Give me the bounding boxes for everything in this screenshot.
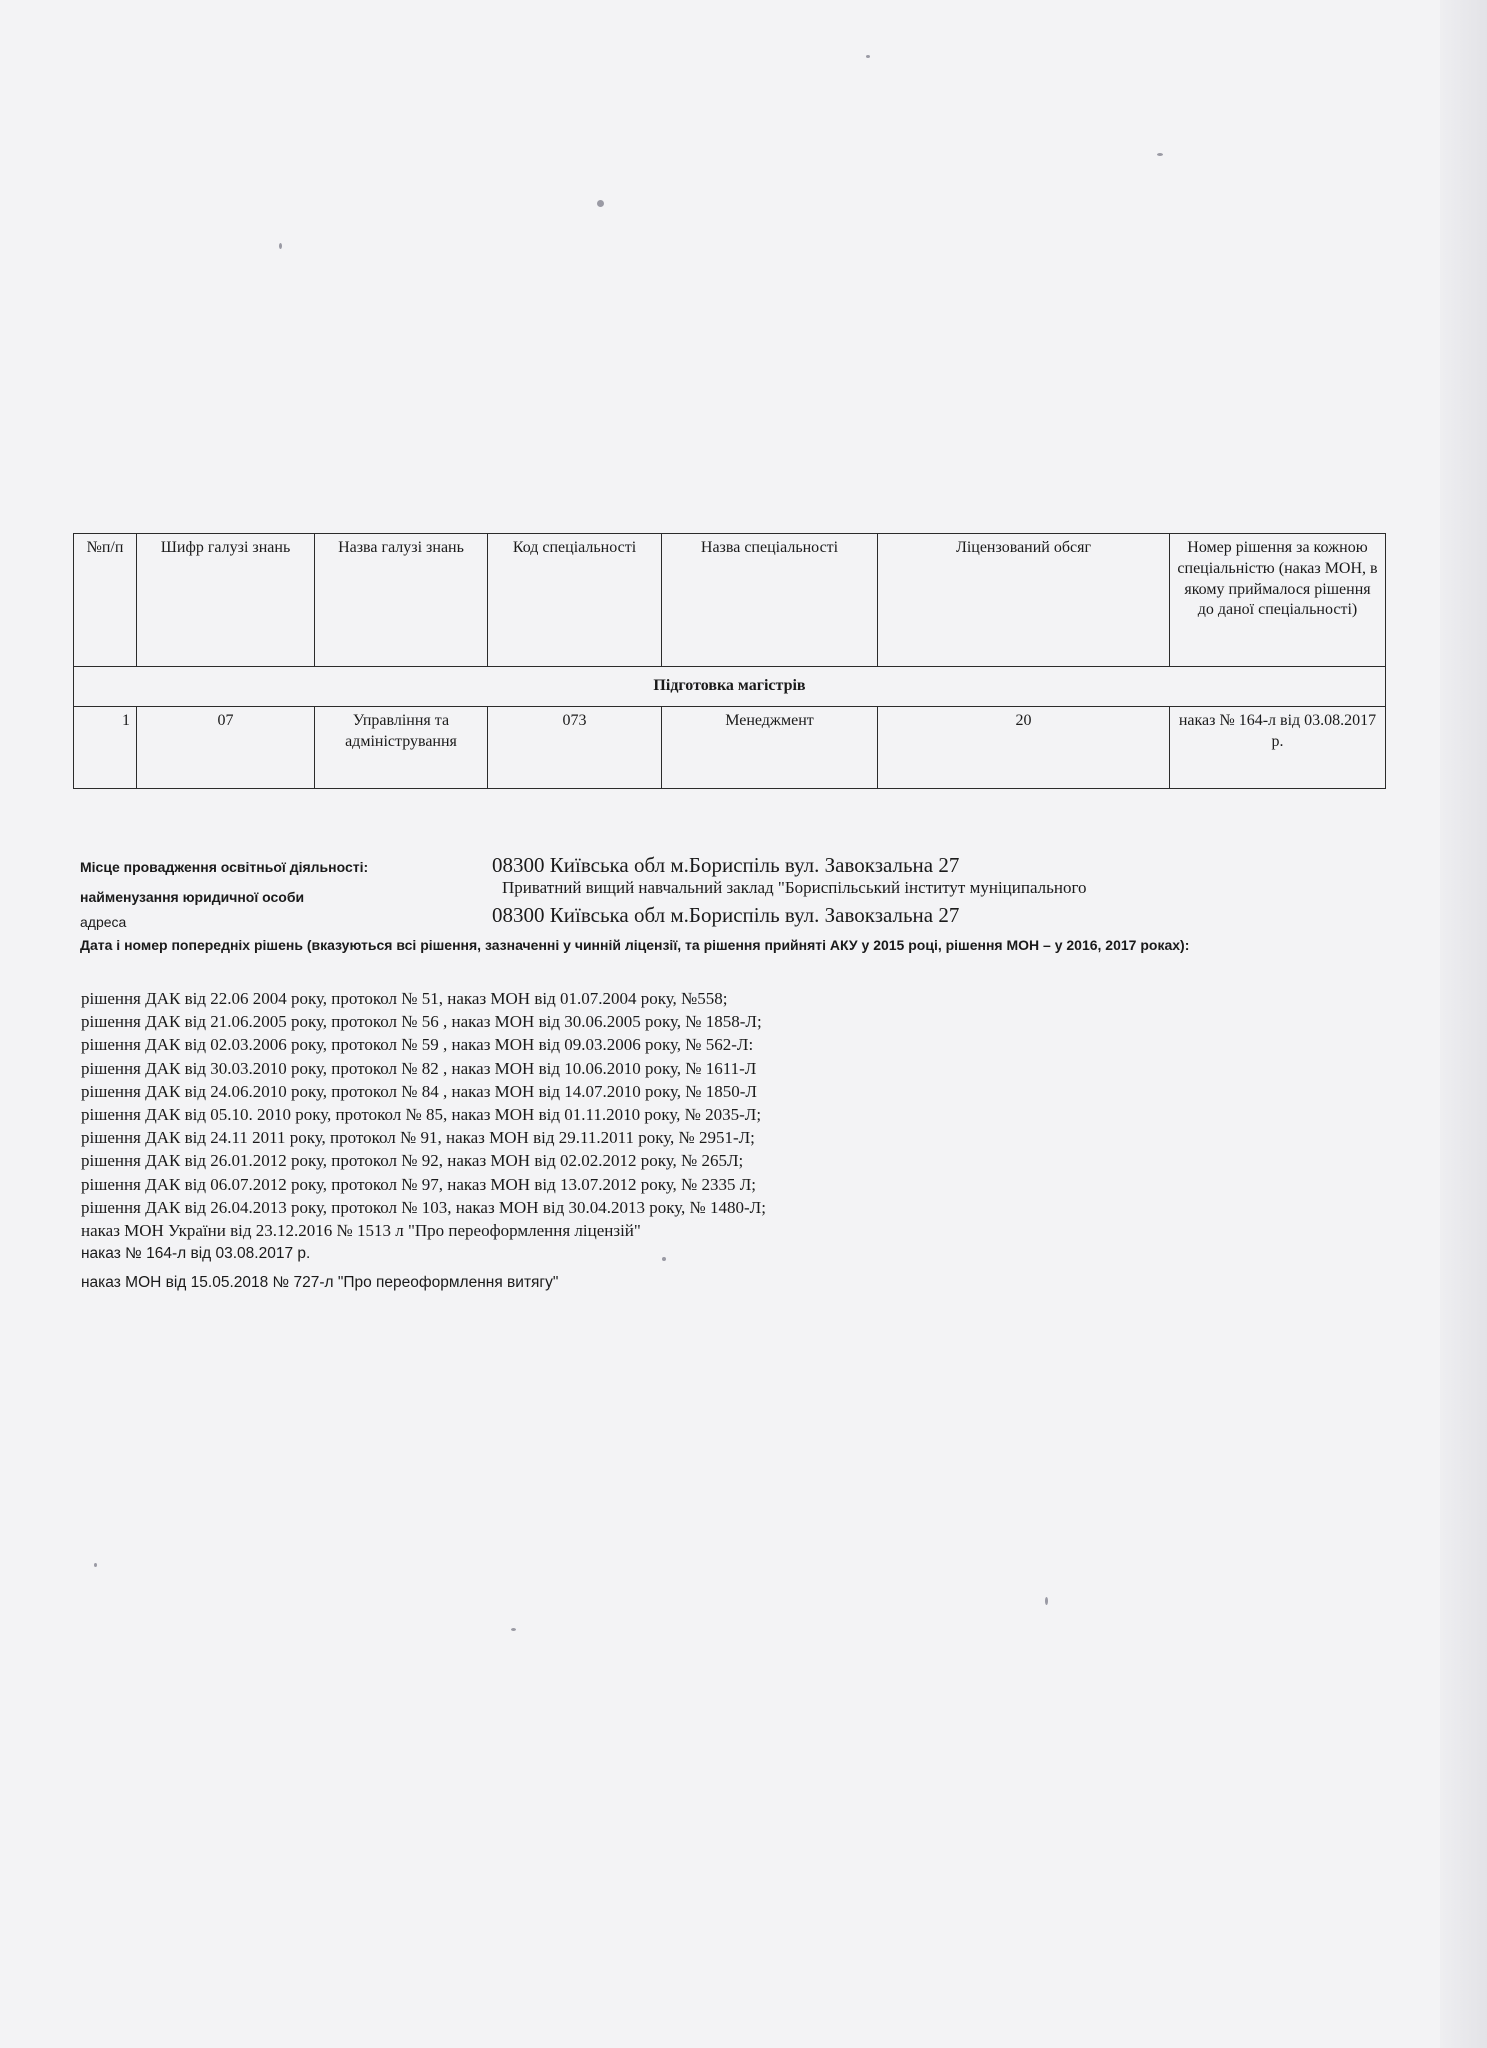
scan-speck — [1045, 1597, 1048, 1605]
table-header-row — [74, 534, 1386, 667]
cell-specialty-name: Менеджмент — [662, 707, 878, 789]
cell-licensed-volume: 20 — [878, 707, 1170, 789]
header-licensed-volume: Ліцензований обсяг — [878, 534, 1170, 667]
scan-speck — [511, 1628, 516, 1631]
header-number: №п/п — [74, 534, 137, 667]
decision-line: рішення ДАК від 06.07.2012 року, протокол № 97, наказ МОН від 13.07.2012 року, № 2335 Л; — [81, 1174, 757, 1194]
header-specialty-code: Код спеціальності — [488, 534, 662, 667]
header-field-name: Назва галузі знань — [315, 534, 488, 667]
table-section-row — [74, 667, 1386, 707]
header-field-code: Шифр галузі знань — [137, 534, 315, 667]
address-value: 08300 Київська обл м.Бориспіль вул. Завокзальна 27 — [492, 903, 960, 927]
license-table — [73, 533, 1386, 789]
entity-name-label: найменузання юридичної особи — [80, 889, 305, 905]
decision-line: рішення ДАК від 26.04.2013 року, протокол № 103, наказ МОН від 30.04.2013 року, № 1480-Л; — [81, 1197, 766, 1217]
decision-line: рішення ДАК від 30.03.2010 року, протокол № 82 , наказ МОН від 10.06.2010 року, № 1611-Л — [81, 1058, 757, 1078]
decision-line: рішення ДАК від 26.01.2012 року, протокол № 92, наказ МОН від 02.02.2012 року, № 265Л; — [81, 1151, 744, 1171]
cell-field-code: 07 — [137, 707, 315, 789]
decision-line: наказ МОН України від 23.12.2016 № 1513 л "Про переоформлення ліцензій" — [81, 1220, 641, 1240]
cell-number: 1 — [74, 707, 137, 789]
scan-speck — [94, 1563, 97, 1567]
decision-line: рішення ДАК від 22.06 2004 року, протокол № 51, наказ МОН від 01.07.2004 року, №558; — [81, 989, 728, 1008]
previous-decisions-heading: Дата і номер попередніх рішень (вказуються всі рішення, зазначенні у чинній ліцензії, та рішення прийняті АКУ у 2015 році, рішення МОН – у 2016, 2017 роках): — [80, 937, 1190, 953]
decision-line: наказ МОН від 15.05.2018 № 727-л "Про переоформлення витягу" — [81, 1274, 559, 1292]
decisions-list — [81, 987, 766, 1301]
entity-name-value: Приватний вищий навчальний заклад "Бориспільський інститут муніципального — [502, 878, 1087, 897]
scan-speck — [1157, 153, 1163, 156]
decision-line: рішення ДАК від 02.03.2006 року, протокол № 59 , наказ МОН від 09.03.2006 року, № 562-Л: — [81, 1035, 754, 1055]
header-decision-number: Номер рішення за кожною спеціальністю (наказ МОН, в якому приймалося рішення до даної спеціальності) — [1170, 534, 1386, 667]
location-value: 08300 Київська обл м.Бориспіль вул. Завокзальна 27 — [492, 853, 960, 877]
scan-speck — [597, 200, 604, 207]
cell-specialty-code: 073 — [488, 707, 662, 789]
cell-field-name: Управління та адміністрування — [315, 707, 488, 789]
decision-line: рішення ДАК від 24.06.2010 року, протокол № 84 , наказ МОН від 14.07.2010 року, № 1850-Л — [81, 1081, 757, 1101]
decision-line: рішення ДАК від 24.11 2011 року, протокол № 91, наказ МОН від 29.11.2011 року, № 2951-Л; — [81, 1128, 755, 1148]
address-label: адреса — [80, 914, 127, 930]
decision-line: рішення ДАК від 21.06.2005 року, протокол № 56 , наказ МОН від 30.06.2005 року, № 1858-Л; — [81, 1012, 762, 1032]
location-label: Місце провадження освітньої діяльності: — [80, 859, 369, 875]
header-specialty-name: Назва спеціальності — [662, 534, 878, 667]
section-title: Підготовка магістрів — [74, 667, 1386, 707]
cell-decision: наказ № 164-л від 03.08.2017 р. — [1170, 707, 1386, 789]
page-edge-shadow — [1440, 0, 1487, 2048]
table-row — [74, 707, 1386, 789]
decision-line: наказ № 164-л від 03.08.2017 р. — [81, 1245, 311, 1263]
scan-speck — [279, 243, 282, 249]
scan-speck — [866, 55, 870, 58]
decision-line: рішення ДАК від 05.10. 2010 року, протокол № 85, наказ МОН від 01.11.2010 року, № 2035-Л; — [81, 1104, 762, 1124]
